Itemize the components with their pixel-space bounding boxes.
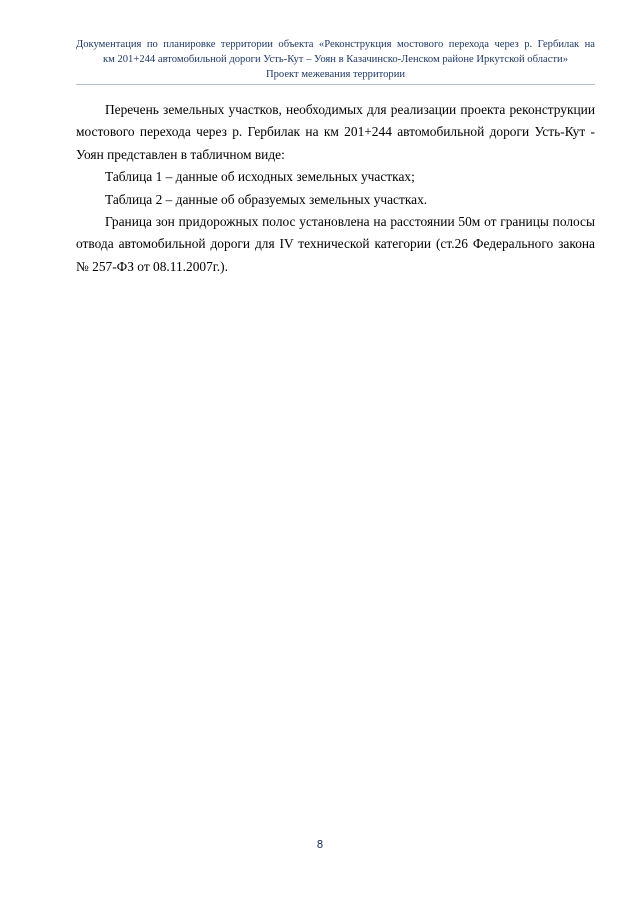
page-number: 8 (316, 839, 324, 851)
paragraph-roadside-zone: Граница зон придорожных полос установлена на расстоянии 50м от границы полосы отвода автомобильной дороги для IV технической категории (ст.26 Федерального закона № 257-ФЗ от 08.11.2007г.). (76, 214, 595, 274)
page-header (76, 37, 595, 85)
paragraph-table-2: Таблица 2 – данные об образуемых земельных участках. (105, 191, 428, 207)
header-subtitle: Проект межевания территории (265, 69, 406, 80)
paragraph-land-plots-list: Перечень земельных участков, необходимых для реализации проекта реконструкции мостового перехода через р. Гербилак на км 201+244 автомобильной дороги Усть-Кут - Уоян представлен в табличном виде: (76, 102, 595, 162)
document-body (76, 99, 595, 278)
header-title-line-1: Документация по планировке территории объекта «Реконструкция мостового перехода через р. Гербилак на (76, 39, 595, 50)
paragraph-table-1: Таблица 1 – данные об исходных земельных участках; (105, 169, 415, 185)
header-title-line-2: км 201+244 автомобильной дороги Усть-Кут – Уоян в Казачинско-Ленском районе Иркутской области» (102, 54, 569, 65)
